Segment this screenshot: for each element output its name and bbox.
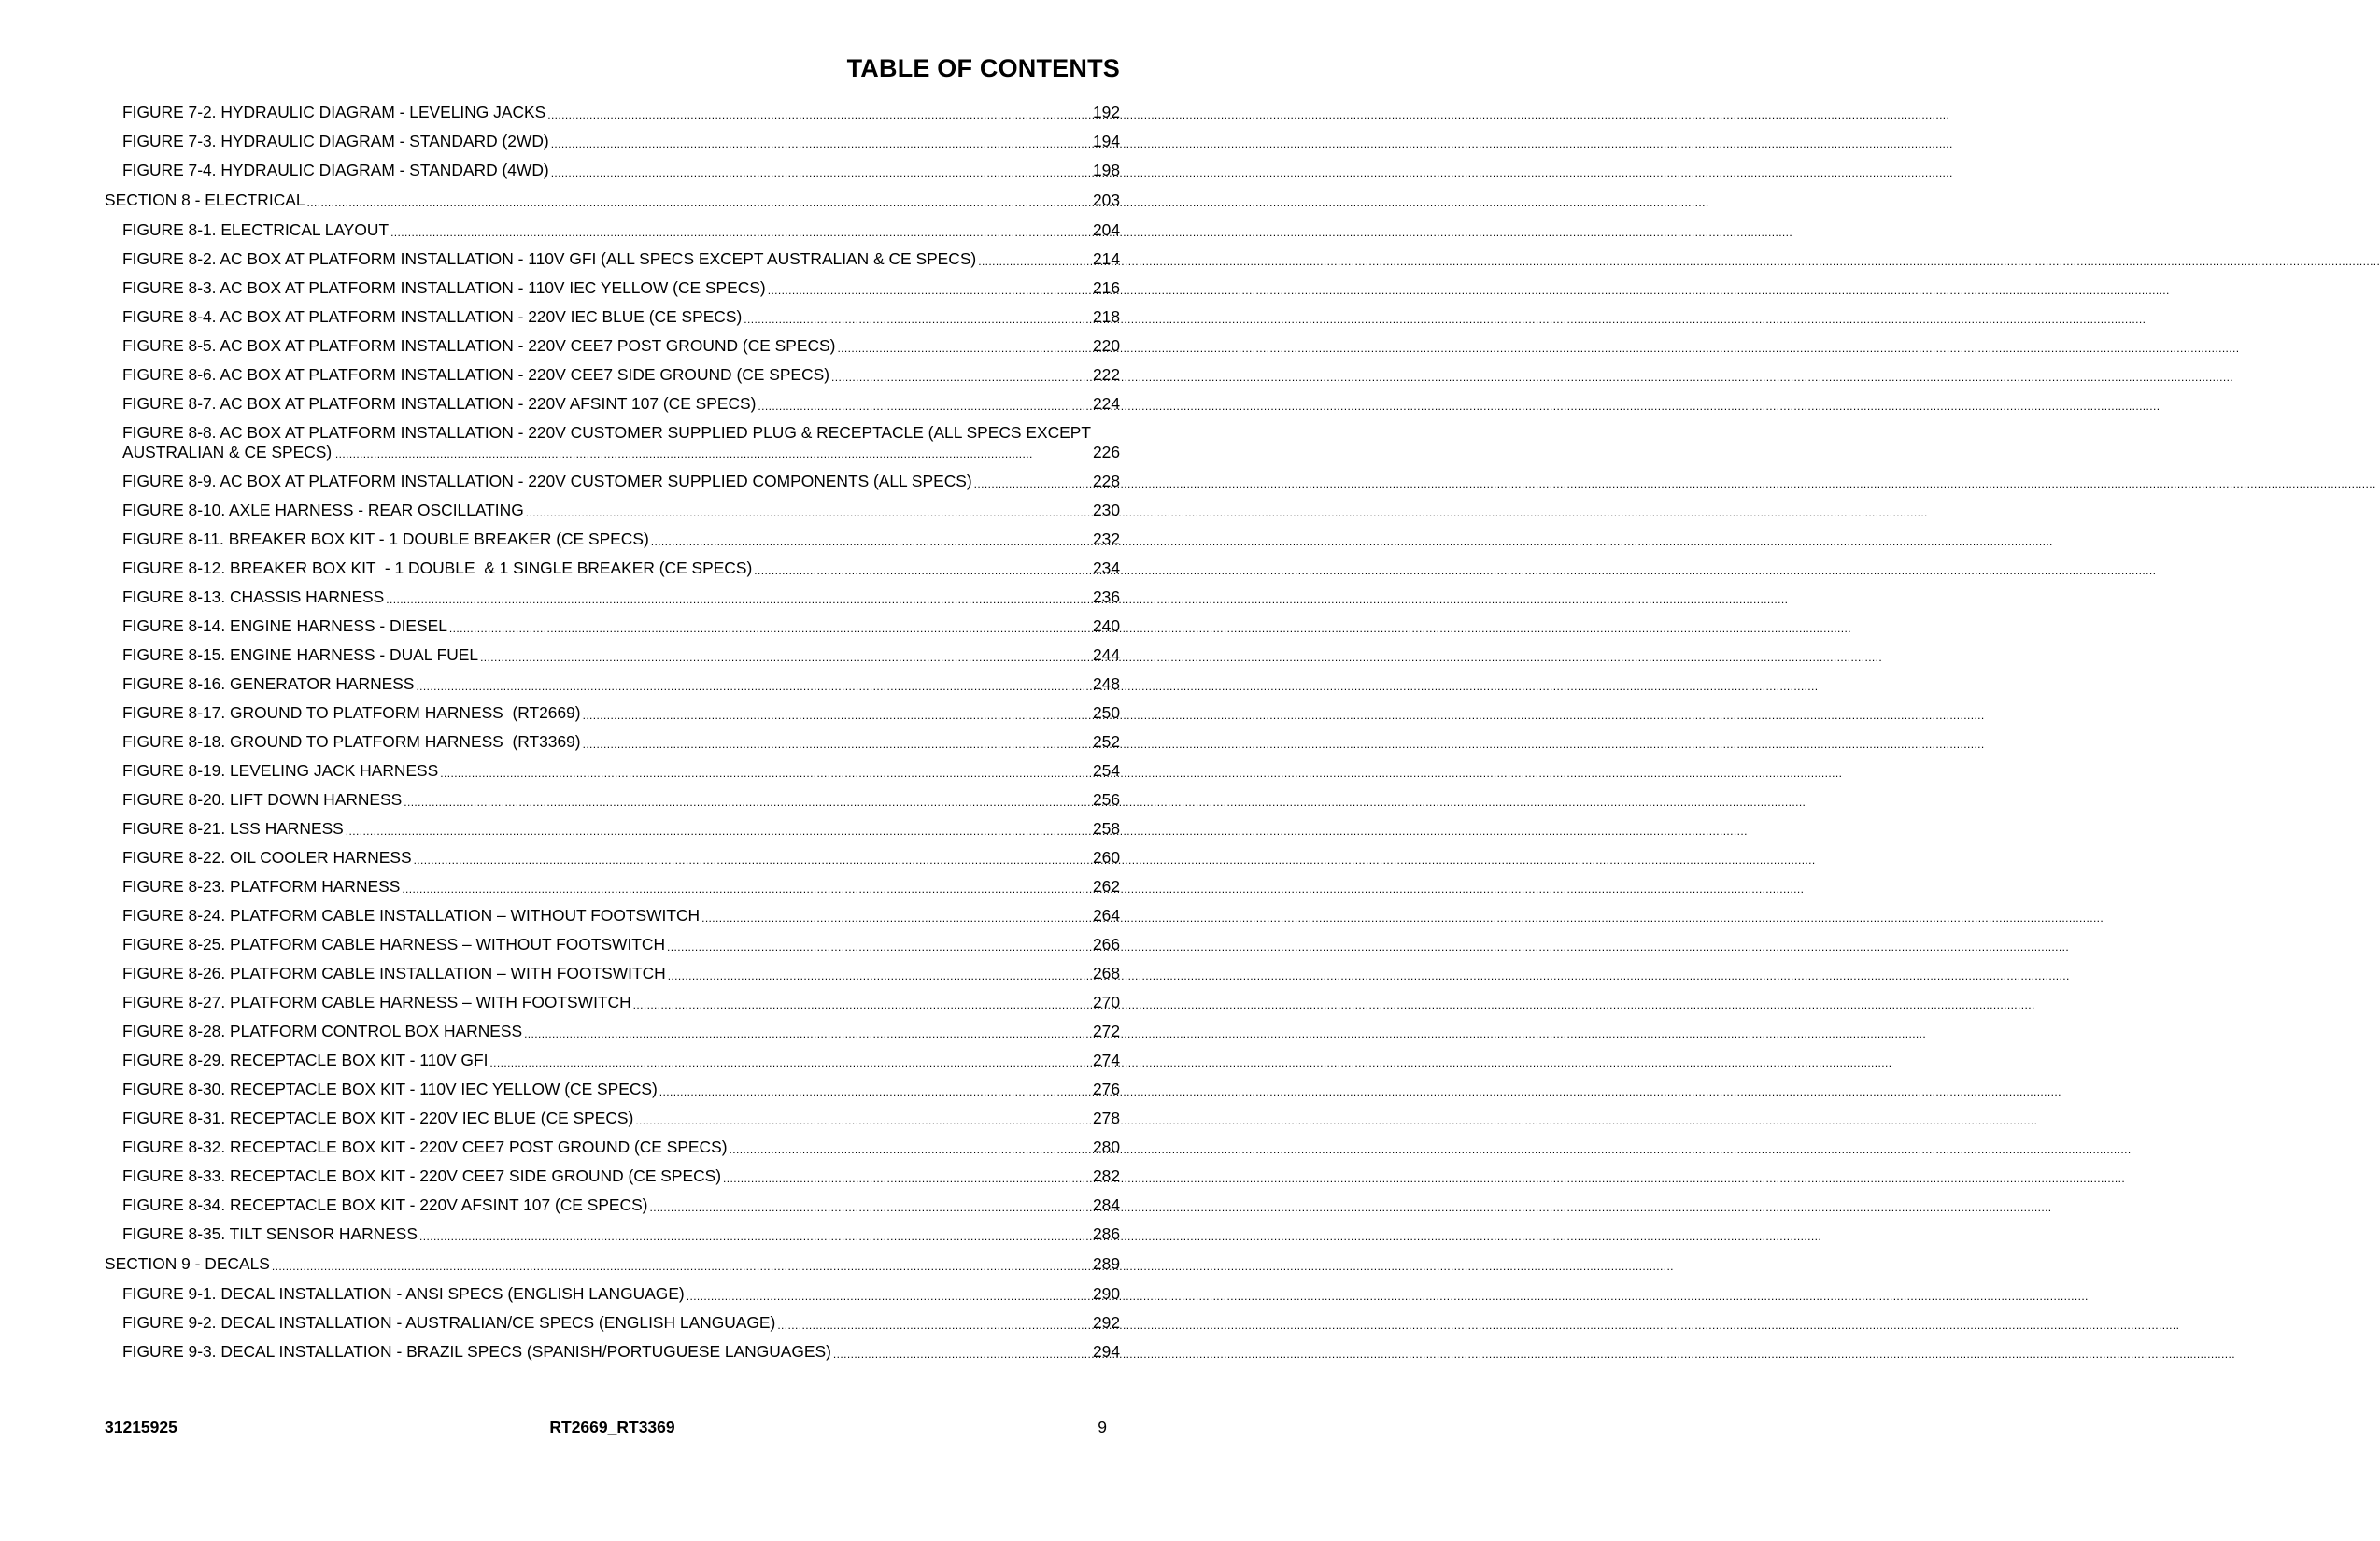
toc-entry-page: 262 xyxy=(1092,877,1120,896)
toc-entry-page: 292 xyxy=(1092,1313,1120,1332)
toc-entry-page: 216 xyxy=(1092,278,1120,297)
toc-dot-leader xyxy=(346,824,1090,839)
toc-figure-entry[interactable] xyxy=(105,220,1120,240)
toc-figure-entry[interactable] xyxy=(105,616,1120,636)
toc-entry-title: FIGURE 7-4. HYDRAULIC DIAGRAM - STANDARD (4WD) xyxy=(122,161,549,179)
toc-dot-leader xyxy=(390,225,1090,240)
toc-dot-leader xyxy=(744,312,1090,327)
toc-dot-leader xyxy=(649,1200,1090,1215)
toc-entry-page: 286 xyxy=(1092,1224,1120,1243)
toc-entry-title: FIGURE 8-18. GROUND TO PLATFORM HARNESS (RT3369) xyxy=(122,732,581,751)
toc-entry-title: FIGURE 9-1. DECAL INSTALLATION - ANSI SPECS (ENGLISH LANGUAGE) xyxy=(122,1284,685,1303)
toc-dot-leader xyxy=(583,737,1090,752)
toc-dot-leader xyxy=(272,1259,1090,1274)
toc-entry-title: FIGURE 8-32. RECEPTACLE BOX KIT - 220V CEE7 POST GROUND (CE SPECS) xyxy=(122,1138,728,1156)
toc-entry-title: FIGURE 8-34. RECEPTACLE BOX KIT - 220V AFSINT 107 (CE SPECS) xyxy=(122,1195,648,1214)
toc-entry-page: 294 xyxy=(1092,1342,1120,1361)
toc-entry-title: FIGURE 9-3. DECAL INSTALLATION - BRAZIL SPECS (SPANISH/PORTUGUESE LANGUAGES) xyxy=(122,1342,831,1361)
toc-figure-entry[interactable] xyxy=(105,132,1120,151)
toc-dot-leader xyxy=(837,341,1090,356)
toc-figure-entry[interactable] xyxy=(105,935,1120,954)
toc-entry-title: FIGURE 8-20. LIFT DOWN HARNESS xyxy=(122,790,403,809)
toc-figure-entry[interactable] xyxy=(105,790,1120,810)
toc-entry-title: FIGURE 8-26. PLATFORM CABLE INSTALLATION – WITH FOOTSWITCH xyxy=(122,964,666,983)
toc-figure-entry[interactable] xyxy=(105,558,1120,578)
toc-dot-leader xyxy=(723,1171,1090,1186)
toc-figure-entry[interactable] xyxy=(105,278,1120,298)
toc-entry-title: FIGURE 8-19. LEVELING JACK HARNESS xyxy=(122,761,439,780)
toc-figure-entry[interactable] xyxy=(105,1051,1120,1070)
toc-entry-title: FIGURE 8-12. BREAKER BOX KIT - 1 DOUBLE & 1 SINGLE BREAKER (CE SPECS) xyxy=(122,558,753,577)
toc-entry-title: FIGURE 8-17. GROUND TO PLATFORM HARNESS (RT2669) xyxy=(122,703,581,722)
toc-dot-leader xyxy=(547,107,1090,122)
toc-entry-title: FIGURE 8-30. RECEPTACLE BOX KIT - 110V IEC YELLOW (CE SPECS) xyxy=(122,1080,658,1098)
toc-entry-title: FIGURE 8-6. AC BOX AT PLATFORM INSTALLATION - 220V CEE7 SIDE GROUND (CE SPECS) xyxy=(122,365,829,384)
toc-entry-title: FIGURE 8-27. PLATFORM CABLE HARNESS – WITH FOOTSWITCH xyxy=(122,993,631,1011)
toc-entry-title: FIGURE 8-10. AXLE HARNESS - REAR OSCILLATING xyxy=(122,501,524,519)
toc-dot-leader xyxy=(480,650,1090,665)
toc-section-entry[interactable] xyxy=(105,1254,1120,1274)
toc-dot-leader xyxy=(386,592,1090,607)
toc-entry-title: FIGURE 8-9. AC BOX AT PLATFORM INSTALLATION - 220V CUSTOMER SUPPLIED COMPONENTS (ALL SPECS) xyxy=(122,472,972,490)
toc-figure-entry[interactable] xyxy=(105,472,1120,491)
toc-dot-leader xyxy=(524,1026,1090,1041)
toc-entry-page: 290 xyxy=(1092,1284,1120,1303)
toc-figure-entry[interactable] xyxy=(105,307,1120,327)
toc-entry-title: FIGURE 8-8. AC BOX AT PLATFORM INSTALLATION - 220V CUSTOMER SUPPLIED PLUG & RECEPTACLE (ALL SPECS EXCEPT AUSTRALIAN & CE SPECS) ........................................................................................................................................................................................................ xyxy=(122,423,1095,461)
toc-entry-title: FIGURE 8-25. PLATFORM CABLE HARNESS – WITHOUT FOOTSWITCH xyxy=(122,935,666,954)
toc-entry-title: FIGURE 8-31. RECEPTACLE BOX KIT - 220V IEC BLUE (CE SPECS) xyxy=(122,1109,634,1127)
toc-dot-leader xyxy=(583,708,1090,723)
toc-entry-title: FIGURE 8-14. ENGINE HARNESS - DIESEL xyxy=(122,616,447,635)
toc-dot-leader xyxy=(758,399,1090,414)
table-of-contents xyxy=(105,103,1120,1371)
toc-dot-leader xyxy=(526,505,1090,520)
toc-dot-leader xyxy=(440,766,1090,781)
toc-entry-page: 232 xyxy=(1092,530,1120,548)
toc-entry-page: 230 xyxy=(1092,501,1120,519)
toc-entry-page: 282 xyxy=(1092,1166,1120,1185)
toc-figure-entry[interactable] xyxy=(105,732,1120,752)
toc-figure-entry[interactable] xyxy=(105,964,1120,983)
toc-figure-entry[interactable] xyxy=(105,993,1120,1012)
toc-figure-entry[interactable] xyxy=(105,877,1120,897)
toc-figure-entry[interactable] xyxy=(105,1080,1120,1099)
toc-entry-title: FIGURE 8-21. LSS HARNESS xyxy=(122,819,344,838)
toc-dot-leader xyxy=(701,911,1090,926)
toc-entry-title: FIGURE 8-15. ENGINE HARNESS - DUAL FUEL xyxy=(122,645,479,664)
toc-entry-title: FIGURE 8-1. ELECTRICAL LAYOUT xyxy=(122,220,390,239)
toc-entry-page: 220 xyxy=(1092,336,1120,355)
toc-entry-page: 280 xyxy=(1092,1138,1120,1156)
toc-dot-leader xyxy=(833,1347,1090,1362)
toc-entry-page: 260 xyxy=(1092,848,1120,867)
toc-dot-leader xyxy=(449,621,1090,636)
toc-entry-title: FIGURE 8-33. RECEPTACLE BOX KIT - 220V CEE7 SIDE GROUND (CE SPECS) xyxy=(122,1166,722,1185)
toc-entry-title: FIGURE 8-2. AC BOX AT PLATFORM INSTALLATION - 110V GFI (ALL SPECS EXCEPT AUSTRALIAN & CE SPECS) xyxy=(122,249,977,268)
toc-entry-title: FIGURE 8-35. TILT SENSOR HARNESS xyxy=(122,1224,418,1243)
toc-entry-page: 264 xyxy=(1092,906,1120,925)
toc-entry-page: 272 xyxy=(1092,1022,1120,1040)
toc-entry-title: FIGURE 8-11. BREAKER BOX KIT - 1 DOUBLE BREAKER (CE SPECS) xyxy=(122,530,649,548)
toc-dot-leader xyxy=(416,679,1090,694)
toc-entry-page: 198 xyxy=(1092,161,1120,179)
toc-entry-page: 278 xyxy=(1092,1109,1120,1127)
toc-dot-leader xyxy=(633,997,1090,1012)
toc-dot-leader xyxy=(489,1055,1090,1070)
toc-dot-leader xyxy=(551,165,1090,180)
toc-figure-entry[interactable] xyxy=(105,819,1120,839)
toc-dot-leader xyxy=(551,136,1090,151)
toc-dot-leader xyxy=(831,370,1090,385)
toc-dot-leader xyxy=(667,940,1090,954)
toc-dot-leader xyxy=(668,968,1090,983)
toc-entry-page: 226 xyxy=(1092,443,1120,461)
toc-dot-leader xyxy=(651,534,1090,549)
toc-entry-page: 214 xyxy=(1092,249,1120,268)
toc-entry-title: FIGURE 8-7. AC BOX AT PLATFORM INSTALLATION - 220V AFSINT 107 (CE SPECS) xyxy=(122,394,757,413)
toc-figure-entry[interactable] xyxy=(105,1166,1120,1186)
toc-entry-title: FIGURE 8-5. AC BOX AT PLATFORM INSTALLATION - 220V CEE7 POST GROUND (CE SPECS) xyxy=(122,336,836,355)
toc-figure-entry[interactable] xyxy=(105,161,1120,180)
toc-figure-entry[interactable] xyxy=(105,394,1120,414)
toc-entry-page: 224 xyxy=(1092,394,1120,413)
toc-entry-page: 289 xyxy=(1092,1254,1120,1273)
toc-entry-page: 274 xyxy=(1092,1051,1120,1069)
toc-figure-entry[interactable] xyxy=(105,587,1120,607)
toc-entry-page: 222 xyxy=(1092,365,1120,384)
toc-entry-page: 236 xyxy=(1092,587,1120,606)
toc-dot-leader xyxy=(754,563,1090,578)
toc-entry-page: 234 xyxy=(1092,558,1120,577)
document-number: 31215925 xyxy=(105,1418,177,1436)
toc-dot-leader xyxy=(402,882,1090,897)
toc-figure-entry[interactable] xyxy=(105,530,1120,549)
toc-dot-leader xyxy=(419,1229,1090,1244)
toc-entry-page: 256 xyxy=(1092,790,1120,809)
toc-entry-title: FIGURE 7-2. HYDRAULIC DIAGRAM - LEVELING JACKS xyxy=(122,103,546,121)
toc-figure-entry[interactable] xyxy=(105,848,1120,868)
toc-section-entry[interactable] xyxy=(105,191,1120,210)
toc-entry-title: SECTION 9 - DECALS xyxy=(105,1254,270,1273)
toc-dot-leader xyxy=(404,795,1090,810)
toc-figure-entry[interactable] xyxy=(105,1224,1120,1244)
toc-figure-entry[interactable] xyxy=(105,1313,1120,1333)
toc-entry-title: FIGURE 8-29. RECEPTACLE BOX KIT - 110V GFI xyxy=(122,1051,489,1069)
toc-entry-page: 192 xyxy=(1092,103,1120,121)
toc-figure-entry[interactable] xyxy=(105,703,1120,723)
page-number: 9 xyxy=(1098,1418,1107,1436)
toc-entry-page: 203 xyxy=(1092,191,1120,209)
toc-figure-entry[interactable] xyxy=(105,103,1120,122)
toc-dot-leader xyxy=(730,1142,1091,1157)
toc-entry-page: 254 xyxy=(1092,761,1120,780)
toc-entry-page: 252 xyxy=(1092,732,1120,751)
toc-dot-leader xyxy=(768,283,1090,298)
page-title: TABLE OF CONTENTS xyxy=(846,54,1120,82)
toc-entry-page: 270 xyxy=(1092,993,1120,1011)
toc-entry-title: FIGURE 8-13. CHASSIS HARNESS xyxy=(122,587,385,606)
toc-entry-title: FIGURE 9-2. DECAL INSTALLATION - AUSTRALIAN/CE SPECS (ENGLISH LANGUAGE) xyxy=(122,1313,776,1332)
toc-dot-leader xyxy=(635,1113,1090,1128)
toc-figure-entry[interactable] xyxy=(105,336,1120,356)
toc-entry-title: FIGURE 8-16. GENERATOR HARNESS xyxy=(122,674,415,693)
toc-figure-entry[interactable] xyxy=(105,1109,1120,1128)
toc-entry-title: FIGURE 8-3. AC BOX AT PLATFORM INSTALLATION - 110V IEC YELLOW (CE SPECS) xyxy=(122,278,766,297)
toc-dot-leader xyxy=(659,1084,1090,1099)
toc-entry-page: 276 xyxy=(1092,1080,1120,1098)
toc-entry-title: FIGURE 8-28. PLATFORM CONTROL BOX HARNESS xyxy=(122,1022,523,1040)
toc-entry-page: 194 xyxy=(1092,132,1120,150)
toc-figure-entry[interactable] xyxy=(105,501,1120,520)
toc-figure-entry[interactable] xyxy=(105,1342,1120,1362)
toc-entry-title: FIGURE 8-22. OIL COOLER HARNESS xyxy=(122,848,412,867)
toc-entry-page: 244 xyxy=(1092,645,1120,664)
toc-figure-entry[interactable] xyxy=(105,365,1120,385)
model-name: RT2669_RT3369 xyxy=(549,1418,675,1436)
toc-entry-page: 248 xyxy=(1092,674,1120,693)
toc-entry-page: 258 xyxy=(1092,819,1120,838)
toc-figure-entry[interactable] xyxy=(105,645,1120,665)
toc-entry-page: 284 xyxy=(1092,1195,1120,1214)
toc-dot-leader xyxy=(687,1289,1090,1304)
toc-dot-leader: ........................................................................................................................................................................................................ xyxy=(332,447,1033,460)
toc-entry-title: FIGURE 8-4. AC BOX AT PLATFORM INSTALLATION - 220V IEC BLUE (CE SPECS) xyxy=(122,307,743,326)
toc-entry-page: 228 xyxy=(1092,472,1120,490)
toc-entry-title: FIGURE 8-24. PLATFORM CABLE INSTALLATION – WITHOUT FOOTSWITCH xyxy=(122,906,701,925)
toc-figure-entry[interactable] xyxy=(105,906,1120,926)
toc-figure-entry[interactable] xyxy=(105,249,1120,269)
toc-dot-leader xyxy=(978,254,1090,269)
toc-entry-page: 266 xyxy=(1092,935,1120,954)
toc-figure-entry[interactable] xyxy=(105,1022,1120,1041)
toc-dot-leader xyxy=(974,476,1090,491)
toc-dot-leader xyxy=(307,195,1090,210)
toc-entry-page: 268 xyxy=(1092,964,1120,983)
toc-entry-title: FIGURE 7-3. HYDRAULIC DIAGRAM - STANDARD (2WD) xyxy=(122,132,549,150)
toc-figure-entry[interactable] xyxy=(105,674,1120,694)
page-footer xyxy=(105,1418,1120,1440)
toc-figure-entry[interactable] xyxy=(105,1284,1120,1304)
toc-dot-leader xyxy=(414,853,1090,868)
toc-entry-page: 218 xyxy=(1092,307,1120,326)
toc-entry-title: SECTION 8 - ELECTRICAL xyxy=(105,191,305,209)
toc-figure-entry[interactable] xyxy=(105,1138,1120,1157)
toc-entry-title: FIGURE 8-23. PLATFORM HARNESS xyxy=(122,877,401,896)
toc-dot-leader xyxy=(777,1318,1090,1333)
toc-entry-page: 240 xyxy=(1092,616,1120,635)
toc-entry-page: 250 xyxy=(1092,703,1120,722)
toc-figure-entry[interactable] xyxy=(105,423,1120,462)
toc-figure-entry[interactable] xyxy=(105,1195,1120,1215)
toc-entry-page: 204 xyxy=(1092,220,1120,239)
toc-figure-entry[interactable] xyxy=(105,761,1120,781)
